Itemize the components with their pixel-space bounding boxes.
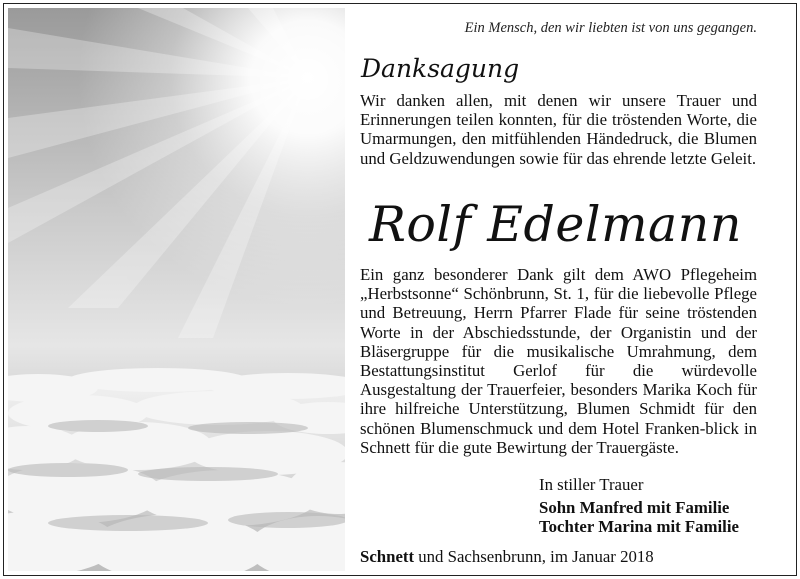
thanks-paragraph: Wir danken allen, mit denen wir unsere Trauer und Erinnerungen teilen konnten, für die tröstenden Worte, die Umarmungen, den mitfühlenden Händedruck, die Blumen und Geldzuwendungen sowie für das ehrende letzte Geleit. [360, 91, 757, 168]
deceased-name: Rolf Edelmann [369, 196, 742, 253]
family-line-1: Sohn Manfred mit Familie [539, 498, 730, 517]
family-signatures [539, 498, 739, 536]
closing-line: In stiller Trauer [539, 475, 644, 494]
family-line-2: Tochter Marina mit Familie [539, 517, 739, 536]
place-date: und Sachsenbrunn, im Januar 2018 [414, 547, 654, 566]
sky-clouds-photo [8, 8, 345, 571]
notice-text-column [357, 8, 755, 571]
special-thanks-paragraph: Ein ganz besonderer Dank gilt dem AWO Pflegeheim „Herbstsonne“ Schönbrunn, St. 1, für die liebevolle Pflege und Betreuung, Herrn Pfarrer Flade für seine tröstenden Worte in der Abschiedsstunde, der Organistin und der Bläsergruppe für die musikalische Umrahmung, dem Bestattungsinstitut Gerlof für die würdevolle Ausgestaltung der Trauerfeier, besonders Marika Koch für ihre hilfreiche Unterstützung, Blumen Schmidt für den schönen Blumenschmuck und dem Hotel Franken-blick in Schnett für die gute Bewirtung der Trauergäste. [360, 265, 757, 457]
motto-line: Ein Mensch, den wir liebten ist von uns gegangen. [464, 20, 757, 36]
place-date-line [360, 547, 654, 567]
heading-danksagung: Danksagung [361, 54, 520, 83]
place-name: Schnett [360, 547, 415, 566]
